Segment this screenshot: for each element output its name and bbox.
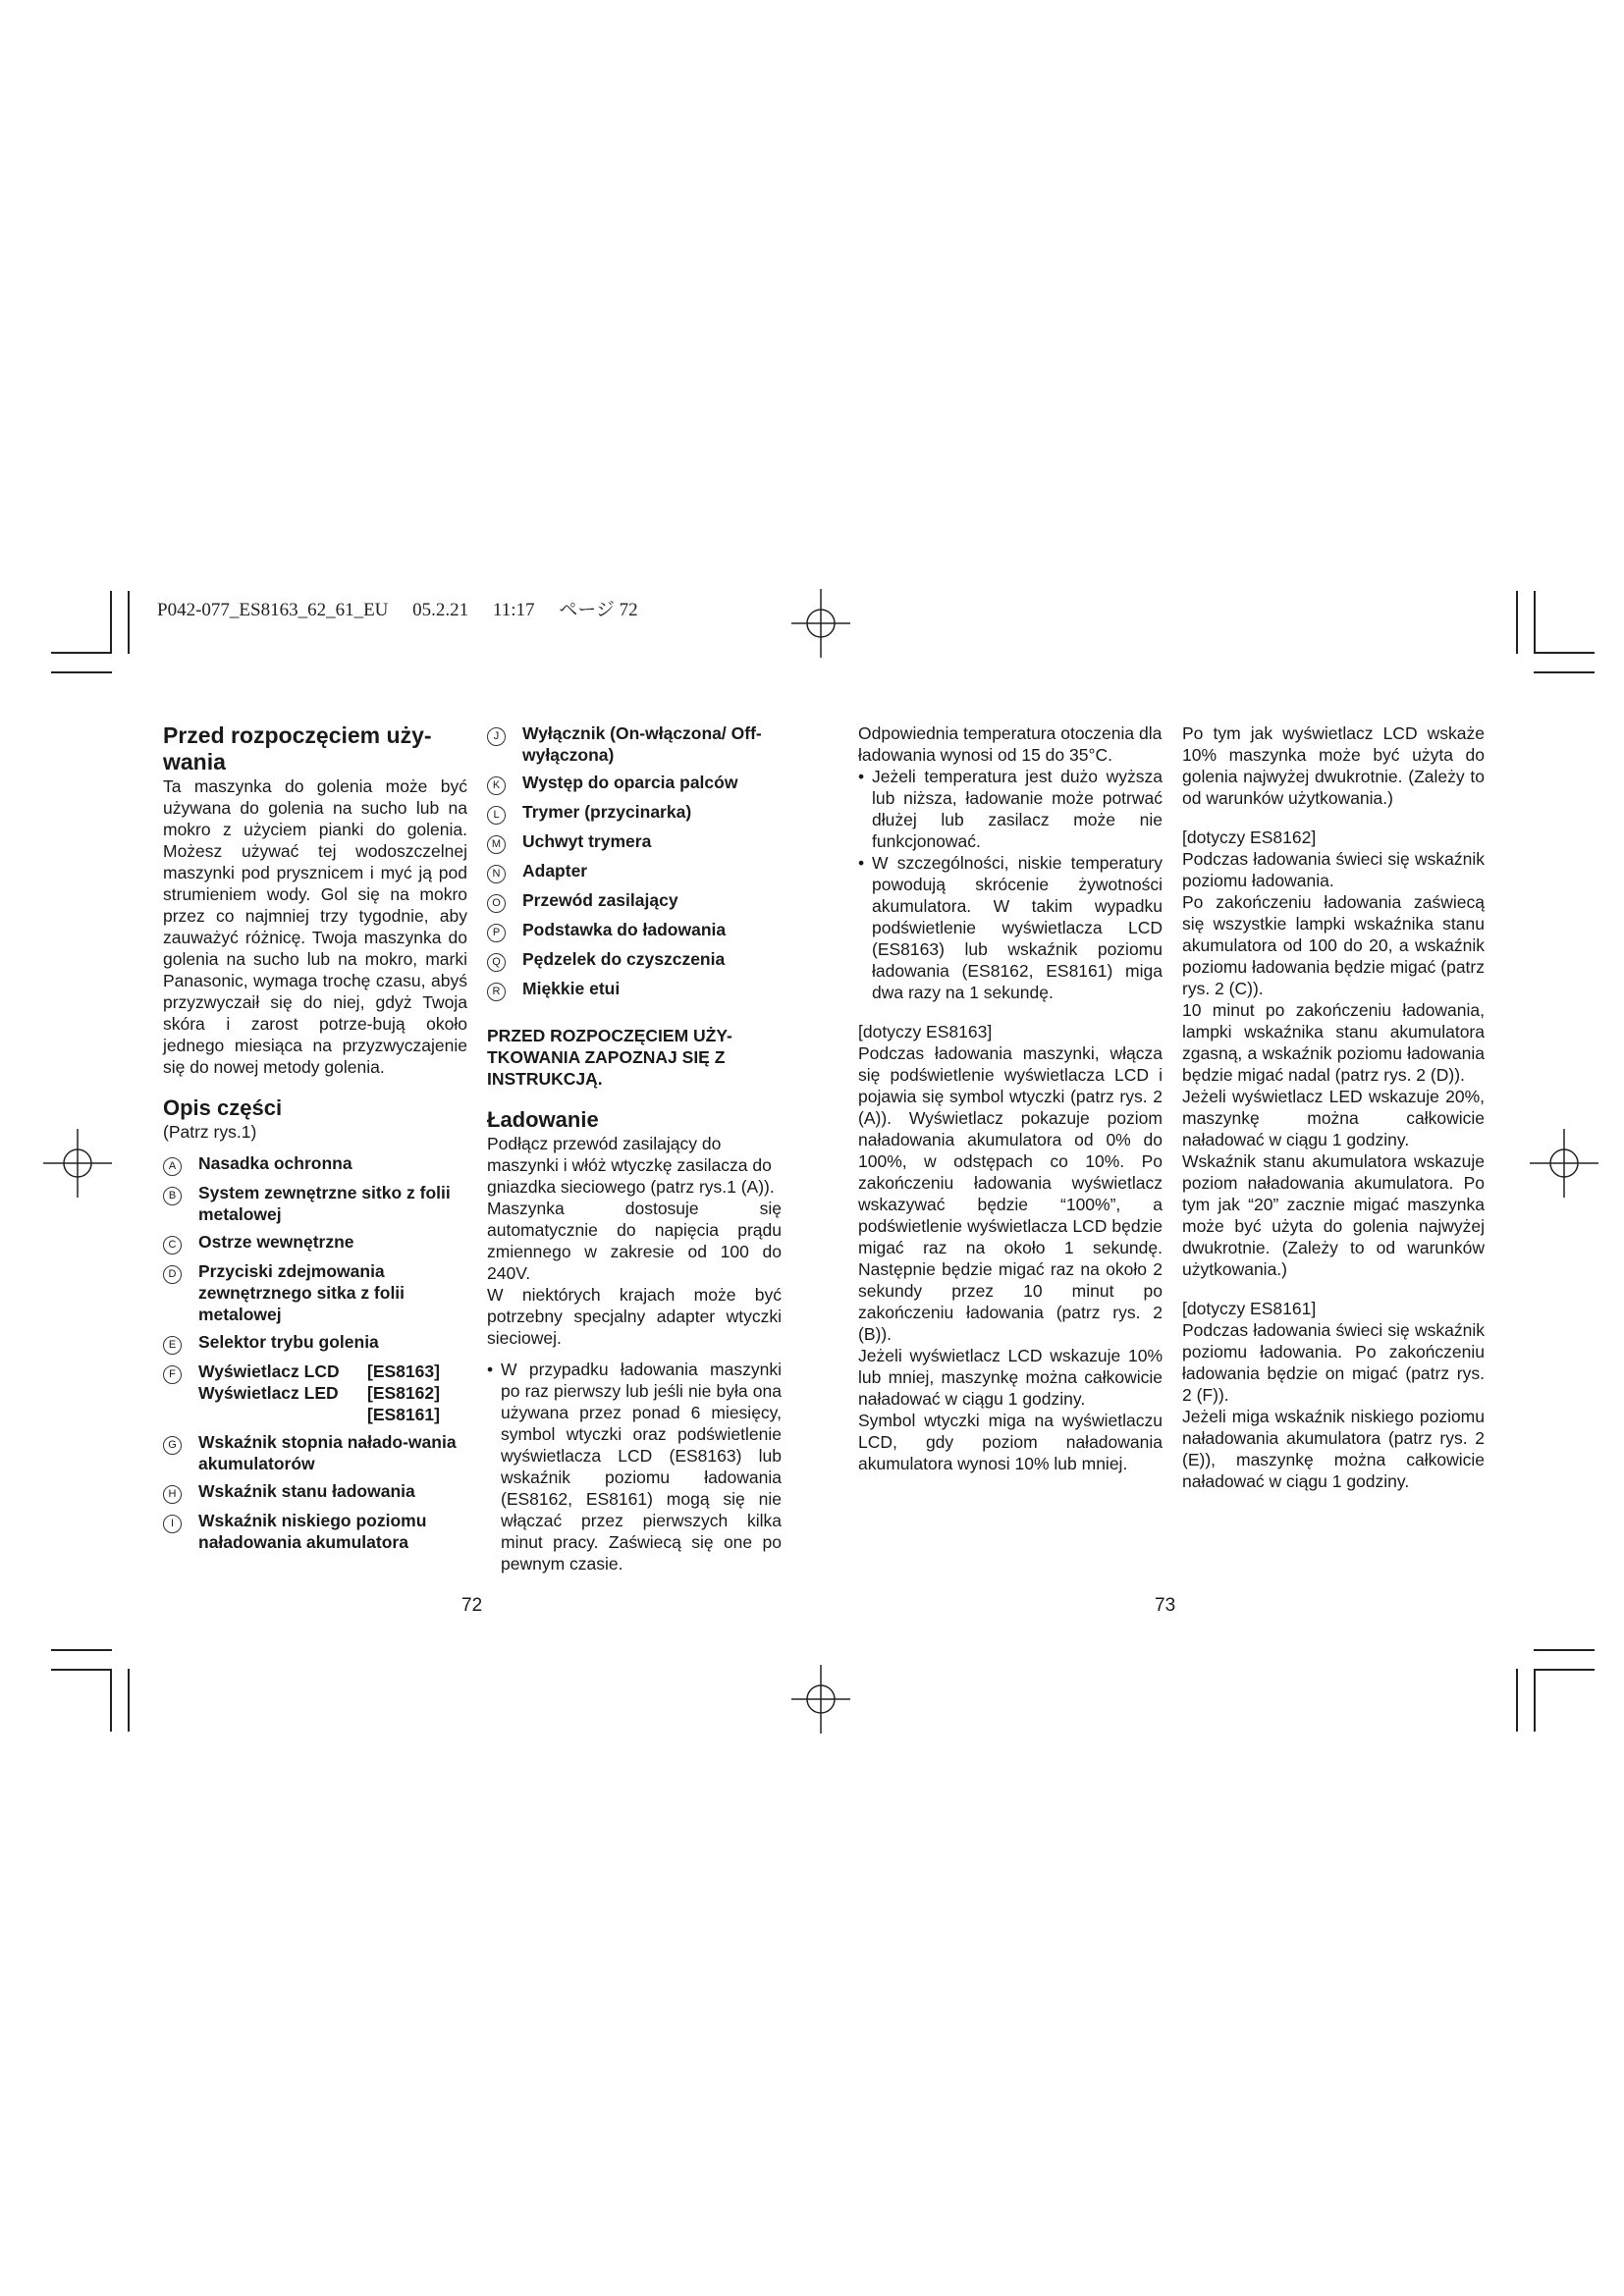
part-item: C Ostrze wewnętrzne xyxy=(163,1231,467,1255)
registration-mark-bottom xyxy=(791,1665,850,1734)
es8162-p2: Po zakończeniu ładowania zaświecą się wszystkie lampki wskaźnika stanu akumulatora od 100 do 20, a wskaźnik poziomu ładowania będzie migać (patrz rys. 2 (C)). xyxy=(1182,892,1485,998)
part-item: K Występ do oparcia palców xyxy=(487,772,782,795)
slug-time: 11:17 xyxy=(492,600,535,620)
temp-paragraph: Odpowiednia temperatura otoczenia dla ładowania wynosi od 15 do 35°C. xyxy=(858,723,1163,765)
crop-mark xyxy=(51,671,112,673)
intro-paragraph: Ta maszynka do golenia może być używana do golenia na sucho lub na mokro z użyciem pianki do golenia. Możesz używać tej wodoszczelnej maszynki pod prysznicem i myć ją pod strumieniem wody. Gol się na mokro przez co najmniej trzy tygodnie, aby zauważyć różnicę. Twoja maszynka do golenia na sucho lub na mokro, marki Panasonic, wymaga trochę czasu, abyś przyzwyczaił się do niej, gdyż Twoja skóra i zarost potrze-bują około jednego miesiąca na przyzwyczajenie się do nowej metody golenia. xyxy=(163,776,467,1077)
parts-list-b xyxy=(487,722,782,1001)
crop-mark xyxy=(1534,1669,1536,1732)
part-item: D Przyciski zdejmowania zewnętrznego sitka z folii metalowej xyxy=(163,1260,467,1325)
lcd-note: Po tym jak wyświetlacz LCD wskaże 10% maszynka może być użyta do golenia najwyżej dwukrotnie. (Zależy to od warunków użytkowania.) xyxy=(1182,723,1485,808)
charging-bullet: • W przypadku ładowania maszynki po raz pierwszy lub jeśli nie była ona używana przez ponad 6 miesięcy, symbol wtyczki oraz podświetlenie wyświetlacza LCD (ES8163) lub wskaźnik poziomu ładowania (ES8162, ES8161) mogą się nie włączać przez pierwszych kilka minut pracy. Zaświecą się one po pewnym czasie. xyxy=(487,1360,782,1574)
crop-mark xyxy=(110,1669,112,1732)
crop-mark xyxy=(1534,1669,1595,1671)
charging-title: Ładowanie xyxy=(487,1107,599,1132)
column-1 xyxy=(163,722,467,1559)
model-heading-es8161: [dotyczy ES8161] xyxy=(1182,1299,1317,1318)
crop-mark xyxy=(1516,1669,1518,1732)
part-item: E Selektor trybu golenia xyxy=(163,1331,467,1355)
crop-mark xyxy=(110,591,112,654)
es8163-p2: Jeżeli wyświetlacz LCD wskazuje 10% lub mniej, maszynkę można całkowicie naładować w ciągu 1 godziny. xyxy=(858,1346,1163,1409)
slug-date: 05.2.21 xyxy=(412,600,469,620)
slug-filename: P042-077_ES8163_62_61_EU xyxy=(157,600,389,620)
crop-mark xyxy=(128,1669,130,1732)
es8162-p4: Jeżeli wyświetlacz LED wskazuje 20%, maszynkę można całkowicie naładować w ciągu 1 godziny. xyxy=(1182,1087,1485,1149)
crop-mark xyxy=(51,652,112,654)
model-heading-es8162: [dotyczy ES8162] xyxy=(1182,828,1317,847)
part-item: B System zewnętrzne sitko z folii metalowej xyxy=(163,1182,467,1225)
crop-mark xyxy=(1534,652,1595,654)
part-item: L Trymer (przycinarka) xyxy=(487,801,782,825)
temp-bullet-2: • W szczególności, niskie temperatury powodują skrócenie żywotności akumulatora. W takim wypadku podświetlenie wyświetlacza LCD (ES8163) lub wskaźnik poziomu ładowania (ES8162, ES8161) miga dwa razy na 1 sekundę. xyxy=(858,853,1163,1002)
crop-mark xyxy=(51,1669,112,1671)
crop-mark xyxy=(1534,1649,1595,1651)
part-item: O Przewód zasilający xyxy=(487,889,782,913)
part-item: P Podstawka do ładowania xyxy=(487,919,782,942)
parts-ref: (Patrz rys.1) xyxy=(163,1122,257,1142)
es8162-p1: Podczas ładowania świeci się wskaźnik poziomu ładowania. xyxy=(1182,849,1485,890)
column-2 xyxy=(487,722,782,1575)
registration-mark-right xyxy=(1530,1129,1598,1198)
section-title: Przed rozpoczęciem uży- wania xyxy=(163,722,432,774)
part-item: Q Pędzelek do czyszczenia xyxy=(487,948,782,972)
part-item: I Wskaźnik niskiego poziomu naładowania akumulatora xyxy=(163,1510,467,1553)
es8161-p2: Jeżeli miga wskaźnik niskiego poziomu naładowania akumulatora (patrz rys. 2 (E)), maszynkę można całkowicie naładować w ciągu 1 godziny. xyxy=(1182,1407,1485,1491)
charging-p1: Podłącz przewód zasilający do maszynki i włóż wtyczkę zasilacza do gniazdka sieciowego (patrz rys.1 (A)). xyxy=(487,1134,775,1197)
crop-mark xyxy=(51,1649,112,1651)
crop-mark xyxy=(128,591,130,654)
part-item: M Uchwyt trymera xyxy=(487,830,782,854)
part-item-display: F Wyświetlacz LCD [ES8163] Wyświetlacz LED [ES8162] [ES8161] xyxy=(163,1361,467,1425)
crop-mark xyxy=(1534,671,1595,673)
es8163-p1: Podczas ładowania maszynki, włącza się podświetlenie wyświetlacza LCD i pojawia się symbol wtyczki (patrz rys. 2 (A)). Wyświetlacz pokazuje poziom naładowania akumulatora od 0% do 100%, w odstępach co 10%. Po zakończeniu ładowania wyświetlacz wskazywać będzie “100%”, a podświetlenie wyświetlacza LCD będzie migać raz na około 1 sekundę. Następnie będzie migać raz na około 2 sekundy przez 10 minut po zakończeniu ładowania (patrz rys. 2 (B)). xyxy=(858,1043,1163,1344)
column-4 xyxy=(1182,722,1485,1492)
charging-p3: W niektórych krajach może być potrzebny specjalny adapter wtyczki sieciowej. xyxy=(487,1285,782,1348)
temp-bullet-1: • Jeżeli temperatura jest dużo wyższa lub niższa, ładowanie może potrwać dłużej lub zasilacz może nie funkcjonować. xyxy=(858,767,1163,851)
es8162-p5: Wskaźnik stanu akumulatora wskazuje poziom naładowania akumulatora. Po tym jak “20” zacznie migać maszynka może być użyta do golenia najwyżej dwukrotnie. (Zależy to od warunków użytkowania.) xyxy=(1182,1151,1485,1279)
page-number-right: 73 xyxy=(1155,1595,1176,1616)
model-heading-es8163: [dotyczy ES8163] xyxy=(858,1022,993,1041)
part-item: G Wskaźnik stopnia nałado-wania akumulatorów xyxy=(163,1431,467,1474)
es8161-p1: Podczas ładowania świeci się wskaźnik poziomu ładowania. Po zakończeniu ładowania będzie on migać (patrz rys. 2 (F)). xyxy=(1182,1320,1485,1405)
print-slug xyxy=(157,595,658,621)
es8163-p3: Symbol wtyczki miga na wyświetlaczu LCD, gdy poziom naładowania akumulatora wynosi 10% lub mniej. xyxy=(858,1411,1163,1473)
part-item: A Nasadka ochronna xyxy=(163,1152,467,1176)
parts-title: Opis części xyxy=(163,1095,283,1120)
part-item: N Adapter xyxy=(487,860,782,883)
crop-mark xyxy=(1534,591,1536,654)
registration-mark-left xyxy=(43,1129,112,1198)
part-item: J Wyłącznik (On-włączona/ Off-wyłączona) xyxy=(487,722,782,766)
warning-text: PRZED ROZPOCZĘCIEM UŻY-TKOWANIA ZAPOZNAJ SIĘ Z INSTRUKCJĄ. xyxy=(487,1026,732,1089)
slug-page: ページ 72 xyxy=(559,600,638,620)
es8162-p3: 10 minut po zakończeniu ładowania, lampki wskaźnika stanu akumulatora zgasną, a wskaźnik poziomu ładowania będzie migać nadal (patrz rys. 2 (D)). xyxy=(1182,1000,1485,1085)
part-item: R Miękkie etui xyxy=(487,978,782,1001)
column-3 xyxy=(858,722,1163,1474)
parts-list-a xyxy=(163,1152,467,1553)
charging-p2: Maszynka dostosuje się automatycznie do napięcia prądu zmiennego w zakresie od 100 do 240V. xyxy=(487,1199,782,1283)
crop-mark xyxy=(1516,591,1518,654)
part-item: H Wskaźnik stanu ładowania xyxy=(163,1480,467,1504)
page-number-left: 72 xyxy=(461,1595,483,1616)
registration-mark-top xyxy=(791,589,850,658)
